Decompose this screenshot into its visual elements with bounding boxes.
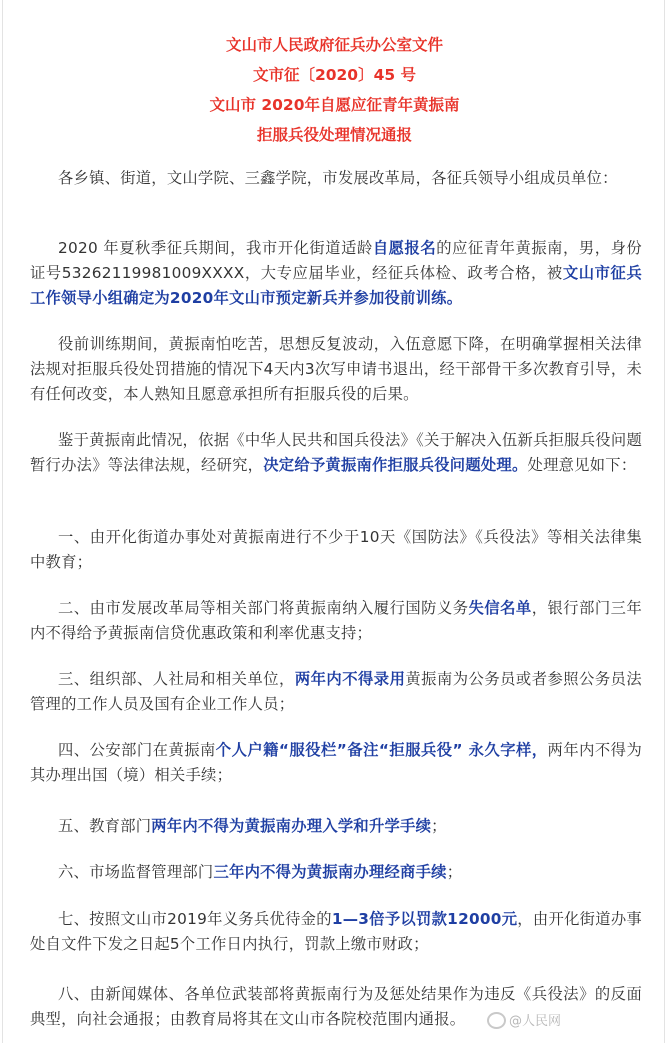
- text: ；: [446, 863, 463, 881]
- text: 六、市场监督管理部门: [58, 863, 214, 881]
- highlight-text: 两年内不得录用: [294, 670, 406, 688]
- text: 一、由开化街道办事处对黄振南进行不少于10天《国防法》《兵役法》等相关法律集中教育；: [30, 528, 642, 571]
- paragraph-item-5: [30, 814, 642, 839]
- highlight-text: 两年内不得为黄振南办理入学和升学手续: [151, 817, 432, 835]
- highlight-text: 自愿报名: [372, 239, 437, 257]
- document-header: [0, 30, 669, 150]
- text: 两年内不得为其办理出国（境）相关手续；: [30, 741, 642, 784]
- text: 役前训练期间，黄振南怕吃苦，思想反复波动，入伍意愿下降，在明确掌握相关法律法规对拒服兵役处罚措施的情况下4天内3次写申请书退出，经干部骨干多次教育引导，未有任何改变，本人熟知且愿意承担所有拒服兵役的后果。: [30, 335, 642, 403]
- header-title-line2: 拒服兵役处理情况通报: [256, 126, 412, 144]
- watermark-text: @人民网: [508, 1014, 561, 1029]
- text: 2020 年夏秋季征兵期间，我市开化街道适龄: [58, 239, 373, 257]
- text: 处理意见如下：: [527, 456, 637, 474]
- paragraph-item-6: [30, 860, 642, 885]
- header-title-line1: 文山市 2020年自愿应征青年黄振南: [209, 96, 460, 114]
- text: 各乡镇、街道，文山学院、三鑫学院，市发展改革局，各征兵领导小组成员单位：: [58, 169, 618, 187]
- paragraph-item-4: [30, 738, 642, 788]
- header-doc-number: 文市征〔2020〕45 号: [252, 66, 417, 84]
- text: 四、公安部门在黄振南: [58, 741, 216, 759]
- paragraph-item-2: [30, 596, 642, 646]
- highlight-text: 文山市征兵工作领导小组确定为2020年文山市预定新兵并参加役前训练。: [30, 264, 642, 307]
- article-frame: [2, 0, 665, 1043]
- paragraph-background: [30, 236, 642, 311]
- text: 的应征青年黄振南，男，身份证号53262119981009XXXX，大专应届毕业，经征兵体检、政考合格，被: [30, 239, 642, 282]
- text: ，银行部门三年内不得给予黄振南信贷优惠政策和利率优惠支持；: [30, 599, 642, 642]
- paragraph-training: [30, 332, 642, 407]
- weibo-icon: [487, 1012, 506, 1029]
- paragraph-recipients: [30, 166, 642, 191]
- highlight-text: 失信名单: [468, 599, 532, 617]
- highlight-text: 个人户籍“服役栏”备注“拒服兵役” 永久字样，: [215, 741, 548, 759]
- highlight-text: 1—3倍予以罚款12000元: [331, 910, 518, 928]
- text: 八、由新闻媒体、各单位武装部将黄振南行为及惩处结果作为违反《兵役法》的反面典型，向社会通报；由教育局将其在文山市各院校范围内通报。: [30, 985, 642, 1028]
- highlight-text: 决定给予黄振南作拒服兵役问题处理。: [263, 456, 528, 474]
- text: 七、按照文山市2019年义务兵优待金的: [58, 910, 332, 928]
- paragraph-item-7: [30, 907, 642, 957]
- text: 三、组织部、人社局和相关单位，: [58, 670, 295, 688]
- source-watermark: [487, 1010, 561, 1030]
- text: 五、教育部门: [58, 817, 152, 835]
- text: ，由开化街道办事处自文件下发之日起5个工作日内执行，罚款上缴市财政；: [30, 910, 642, 953]
- paragraph-decision: [30, 428, 642, 478]
- highlight-text: 三年内不得为黄振南办理经商手续: [213, 863, 447, 881]
- paragraph-item-3: [30, 667, 642, 717]
- text: ；: [431, 817, 447, 835]
- text: 黄振南为公务员或者参照公务员法管理的工作人员及国有企业工作人员；: [30, 670, 642, 713]
- header-issuer: 文山市人民政府征兵办公室文件: [225, 36, 443, 54]
- text: 鉴于黄振南此情况，依据《中华人民共和国兵役法》《关于解决入伍新兵拒服兵役问题暂行办法》等法律法规，经研究，: [30, 431, 642, 474]
- paragraph-item-1: [30, 525, 642, 575]
- text: 二、由市发展改革局等相关部门将黄振南纳入履行国防义务: [58, 599, 469, 617]
